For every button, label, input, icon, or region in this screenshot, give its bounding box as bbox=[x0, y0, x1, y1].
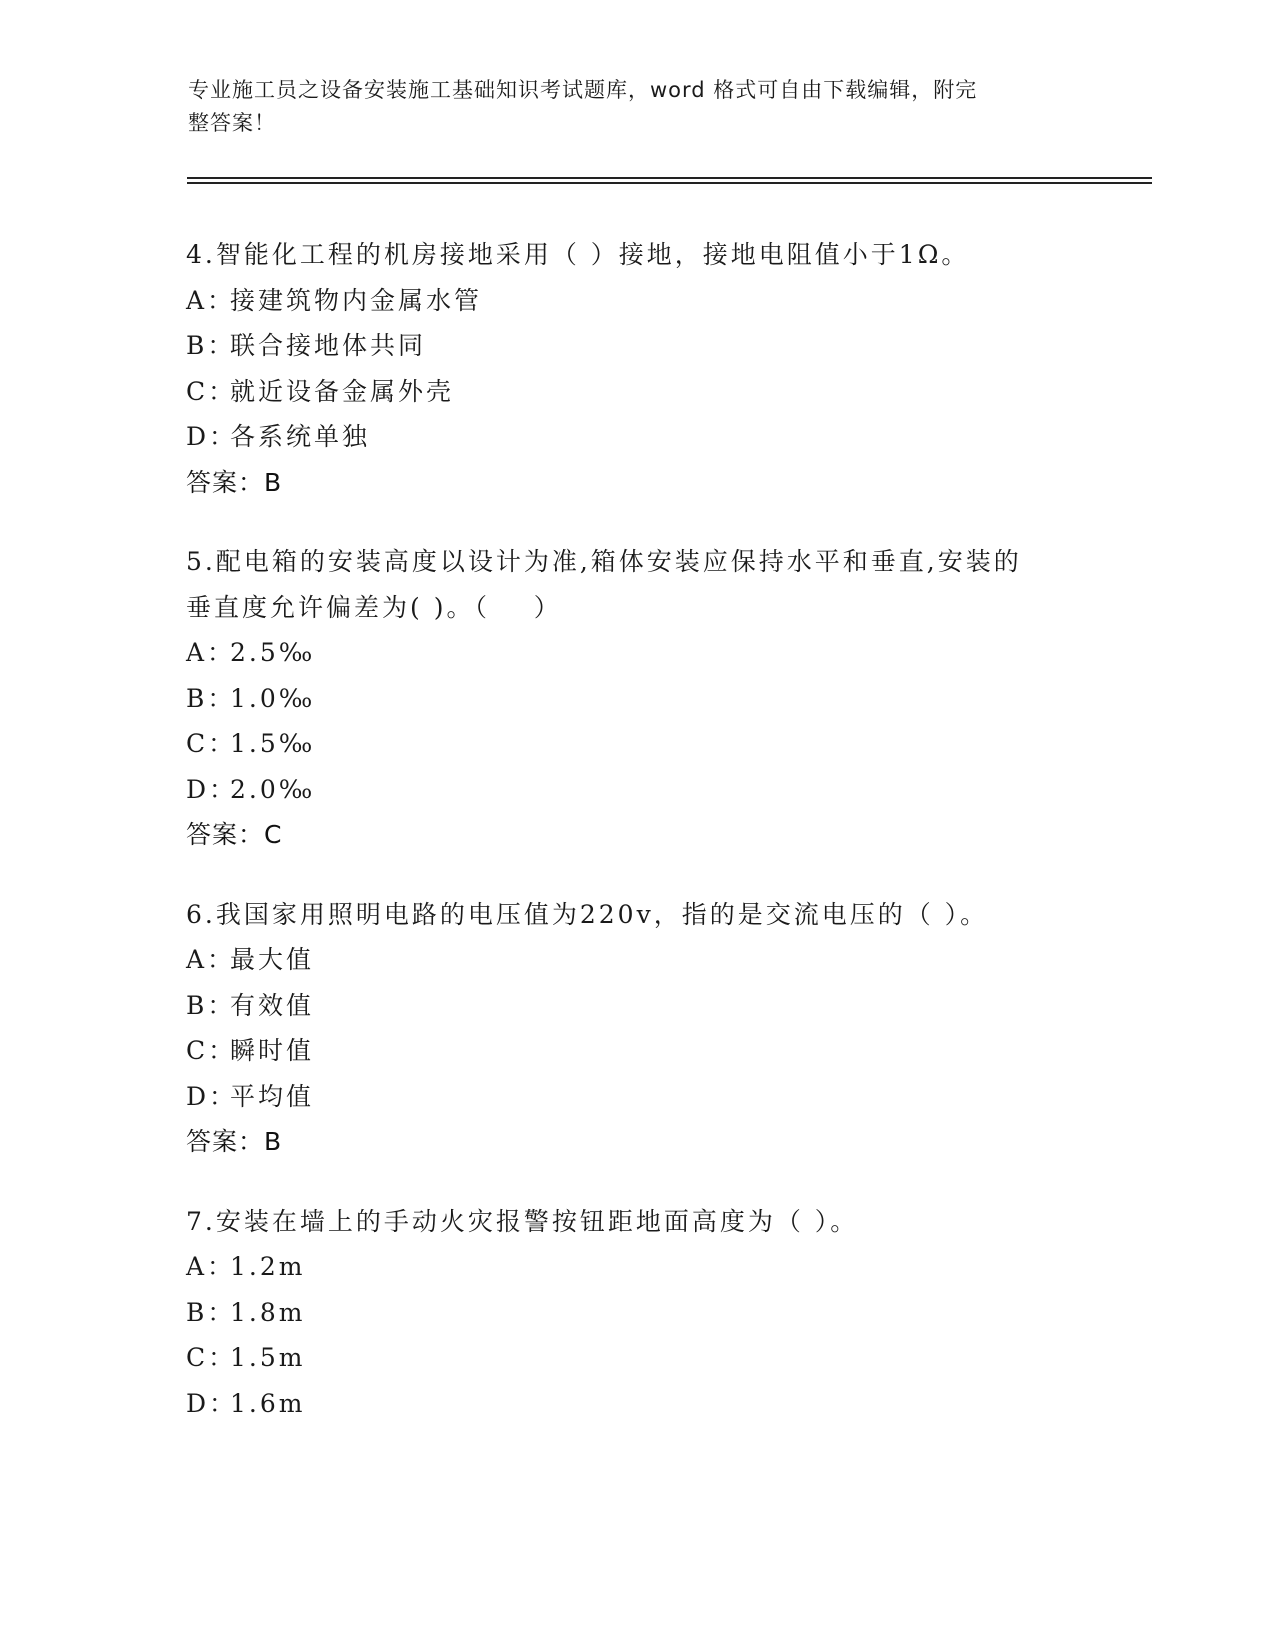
document-header bbox=[188, 74, 1068, 140]
option-key: B： bbox=[186, 1297, 236, 1327]
question-stem: 5.配电箱的安装高度以设计为准,箱体安装应保持水平和垂直,安装的 bbox=[186, 547, 1022, 576]
option-key: B： bbox=[186, 331, 236, 360]
option-a bbox=[186, 937, 1086, 983]
option-d bbox=[186, 767, 1086, 813]
option-b bbox=[186, 1290, 1086, 1336]
option-text: 1.0‰ bbox=[230, 683, 316, 713]
answer-line: 答案：B bbox=[186, 1127, 283, 1156]
option-text: 1.5m bbox=[230, 1343, 306, 1372]
option-text: 就近设备金属外壳 bbox=[230, 376, 455, 406]
option-a bbox=[186, 278, 1086, 324]
answer-line: 答案：B bbox=[186, 467, 283, 497]
option-c bbox=[186, 721, 1086, 767]
option-text: 有效值 bbox=[230, 990, 315, 1020]
question-7 bbox=[186, 1199, 1086, 1427]
option-text: 2.5‰ bbox=[230, 638, 316, 667]
option-key: D： bbox=[186, 1388, 238, 1418]
option-key: D： bbox=[186, 774, 238, 804]
question-stem-continued: 垂直度允许偏差为( )。（ ） bbox=[186, 592, 562, 622]
question-list bbox=[186, 232, 1086, 1460]
option-b bbox=[186, 983, 1086, 1029]
option-a bbox=[186, 1244, 1086, 1290]
option-d bbox=[186, 414, 1086, 460]
option-key: D： bbox=[186, 1081, 238, 1111]
option-text: 1.2m bbox=[230, 1252, 306, 1281]
option-d bbox=[186, 1381, 1086, 1427]
option-key: A： bbox=[186, 1252, 236, 1281]
option-key: C： bbox=[186, 1036, 237, 1065]
option-text: 最大值 bbox=[230, 945, 315, 974]
option-text: 2.0‰ bbox=[230, 774, 316, 804]
question-6 bbox=[186, 892, 1086, 1165]
option-d bbox=[186, 1074, 1086, 1120]
option-text: 1.6m bbox=[230, 1388, 306, 1418]
question-stem: 4.智能化工程的机房接地采用（ ）接地，接地电阻值小于1Ω。 bbox=[186, 240, 970, 269]
option-text: 平均值 bbox=[230, 1081, 315, 1111]
option-key: B： bbox=[186, 990, 236, 1020]
option-text: 联合接地体共同 bbox=[230, 331, 427, 360]
option-key: A： bbox=[186, 285, 236, 315]
header-title-line-1: 专业施工员之设备安装施工基础知识考试题库，word 格式可自由下载编辑，附完 bbox=[188, 78, 978, 102]
option-text: 1.5‰ bbox=[230, 729, 316, 758]
option-key: C： bbox=[186, 1343, 237, 1372]
header-title-line-2: 整答案！ bbox=[188, 111, 276, 135]
header-divider-top bbox=[187, 177, 1152, 179]
option-text: 各系统单独 bbox=[230, 422, 371, 451]
question-stem: 7.安装在墙上的手动火灾报警按钮距地面高度为（ ）。 bbox=[186, 1206, 859, 1236]
question-stem: 6.我国家用照明电路的电压值为220v，指的是交流电压的（ ）。 bbox=[186, 899, 989, 929]
option-c bbox=[186, 1028, 1086, 1074]
question-5 bbox=[186, 539, 1086, 858]
option-c bbox=[186, 369, 1086, 415]
option-key: A： bbox=[186, 945, 236, 974]
answer-line: 答案：C bbox=[186, 820, 283, 849]
option-b bbox=[186, 676, 1086, 722]
option-text: 瞬时值 bbox=[230, 1036, 315, 1065]
option-key: A： bbox=[186, 638, 236, 667]
option-text: 1.8m bbox=[230, 1297, 306, 1327]
option-text: 接建筑物内金属水管 bbox=[230, 285, 483, 315]
option-key: C： bbox=[186, 729, 237, 758]
option-key: B： bbox=[186, 683, 236, 713]
header-divider-bottom bbox=[187, 182, 1152, 184]
option-c bbox=[186, 1335, 1086, 1381]
question-4 bbox=[186, 232, 1086, 505]
option-key: C： bbox=[186, 376, 237, 406]
option-a bbox=[186, 630, 1086, 676]
option-key: D： bbox=[186, 422, 238, 451]
option-b bbox=[186, 323, 1086, 369]
